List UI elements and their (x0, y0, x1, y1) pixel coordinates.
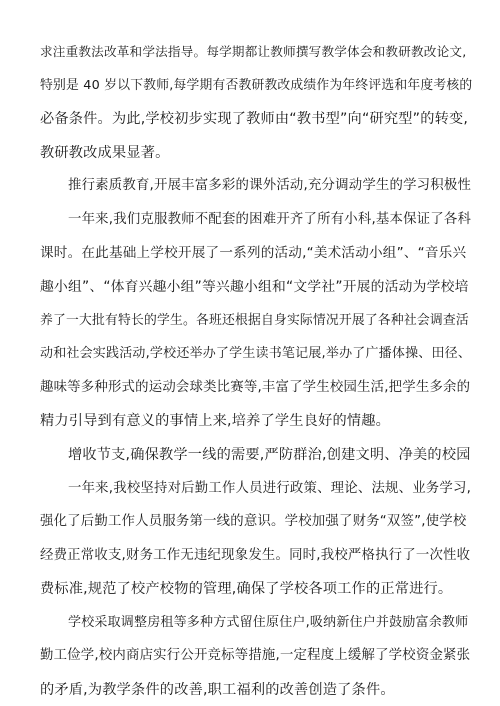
text-line: 趣味等多种形式的运动会球类比赛等,丰富了学生校园生活,把学生多余的 (40, 380, 471, 395)
text-line: 费标准,规范了校产校物的管理,确保了学校各项工作的正常进行。 (40, 581, 453, 597)
text-line: 养了一大批有特长的学生。各班还根据自身实际情况开展了各种社会调查活 (40, 313, 469, 328)
text-line: 动和社会实践活动,学校还举办了学生读书笔记展,举办了广播体操、田径、 (40, 346, 472, 361)
text-line: 求注重教法改革和学法指导。每学期都让教师撰写教学体会和教研教改论文, (40, 44, 467, 59)
section-heading: 增收节支,确保教学一线的需要,严防群治,创建文明、净美的校园 (68, 447, 471, 463)
text-line: 强化了后勤工作人员服务第一线的意识。学校加强了财务“双签”,使学校 (40, 514, 467, 529)
text-line: 趣小组”、“体育兴趣小组”等兴趣小组和“文学社”开展的活动为学校培 (40, 279, 469, 295)
text-line: 课时。在此基础上学校开展了一系列的活动,“美术活动小组”、“音乐兴 (40, 245, 467, 261)
text-line: 特别是 40 岁以下教师,每学期有否教研教改成绩作为年终评选和年度考核的 (40, 78, 473, 93)
text-line: 教研教改成果显著。 (40, 145, 170, 161)
text-line: 勤工俭学,校内商店实行公开竞标等措施,一定程度上缓解了学校资金紧张 (40, 648, 471, 663)
text-line: 经费正常收支,财务工作无违纪现象发生。同时,我校严格执行了一次性收 (40, 548, 471, 563)
text-line: 一年来,我们克服教师不配套的困难开齐了所有小科,基本保证了各科 (68, 212, 472, 227)
text-line: 学校采取调整房租等多种方式留住原住户,吸纳新住户并鼓励富余教师 (68, 615, 469, 630)
text-line: 的矛盾,为教学条件的改善,职工福利的改善创造了条件。 (40, 682, 395, 698)
section-heading: 推行素质教育,开展丰富多彩的课外活动,充分调动学生的学习积极性 (68, 178, 472, 193)
text-line: 一年来,我校坚持对后勤工作人员进行政策、理论、法规、业务学习, (68, 481, 472, 496)
text-line: 精力引导到有意义的事情上来,培养了学生良好的情趣。 (40, 413, 391, 429)
text-line: 必备条件。为此,学校初步实现了教师由“教书型”向“研究型”的转变, (40, 111, 469, 127)
